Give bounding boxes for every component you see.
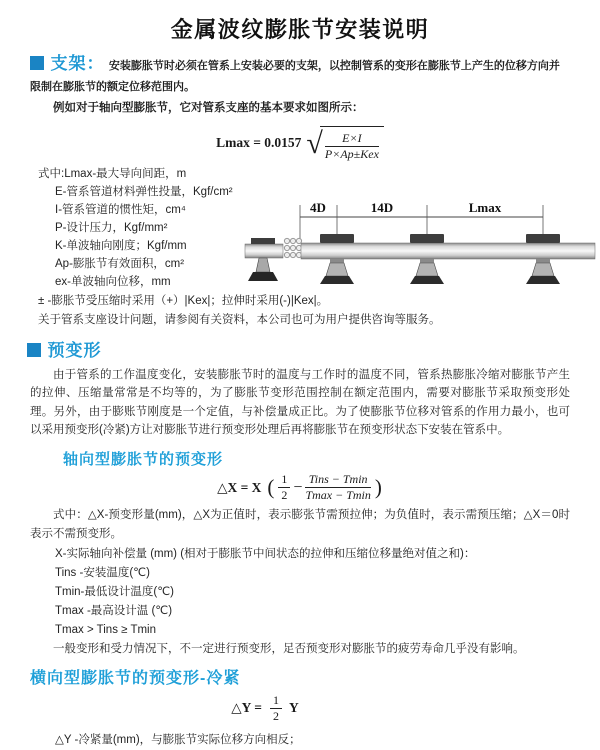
- note-consulting: 关于管系支座设计问题，请参阅有关资料，本公司也可为用户提供咨询等服务。: [38, 314, 441, 327]
- definition-item: 式中:Lmax-最大导向间距，m: [38, 167, 187, 180]
- close-paren: ): [374, 475, 382, 500]
- diagram-label-4d: 4D: [310, 199, 326, 215]
- formula-lmax-denominator: P×Ap±Kex: [324, 146, 379, 161]
- cold-tighten-note: △Y -冷紧量(mm)，与膨胀节实际位移方向相反；: [55, 734, 301, 747]
- half-numerator: 1: [270, 694, 282, 709]
- diagram-label-14d: 14D: [370, 199, 394, 215]
- definition-item: K-单波轴向刚度；Kgf/mm: [55, 239, 187, 252]
- axial-explain: 式中：△X-预变形量(mm)，△X为正值时，表示膨张节需预拉伸；为负值时，表示需预压缩；△X＝0时表示不需预变形。: [30, 509, 570, 540]
- formula-lmax-lhs: Lmax = 0.0157: [216, 135, 302, 151]
- page-title: 金属波纹膨胀节安装说明: [170, 17, 430, 42]
- axial-predeform-heading: 轴向型膨胀节的预变形: [63, 450, 224, 468]
- definitions-and-diagram: [38, 165, 600, 291]
- half-denominator: 2: [281, 488, 288, 503]
- formula-delta-y: [0, 694, 530, 723]
- note-kex-sign: ± -膨胀节受压缩时采用（+）|Kex|；拉伸时采用(-)|Kex|。: [38, 294, 329, 307]
- lateral-predeform-heading: 横向型膨胀节的预变形-冷紧: [30, 669, 241, 687]
- predeform-heading: 预变形: [47, 340, 102, 360]
- axial-parameter-item: X-实际轴向补偿量 (mm) (相对于膨胀节中间状态的拉伸和压缩位移量绝对值之和)：: [55, 548, 476, 561]
- diagram-label-lmax: Lmax: [468, 199, 502, 215]
- half-numerator: 1: [278, 473, 290, 488]
- definition-item: ex-单波轴向位移，mm: [55, 275, 171, 288]
- formula-delta-y-rhs: Y: [288, 700, 299, 716]
- axial-parameter-item: Tins -安装温度(℃): [55, 567, 150, 580]
- predeform-paragraph: 由于管系的工作温度变化，安装膨胀节时的温度与工作时的温度不同，管系热膨胀冷缩对膨胀节产生的拉伸、压缩量常常是不均等的，为了膨胀节变形范围控制在额定范围内，需要对膨胀节采取预变形处理。另外，由于膨账节刚度是一个定值，与补偿量成正比。为了使膨胀节位移对管系的作用力最小，也可以采用预变形(冷紧)方让对膨胀节进行预变形处理后再将膨胀节在预变形状态下安装在管系中。: [30, 368, 570, 437]
- support-intro-line1: 安装膨胀节时必须在管系上安装必要的支架，以控制管系的变形在膨胀节上产生的位移方向并: [108, 60, 560, 72]
- formula-lmax-numerator: E×I: [325, 132, 379, 147]
- support-intro-line2: 限制在膨胀节的额定位移范围内。: [30, 81, 195, 93]
- definition-item: P-设计压力，Kgf/mm²: [55, 221, 168, 234]
- bellows-icon: [284, 238, 301, 257]
- temp-denominator: Tmax − Tmin: [305, 488, 371, 503]
- formula-delta-x: [0, 473, 600, 502]
- axial-closing-note: 一般变形和受力情况下，不一定进行预变形，足否预变形对膨胀节的疲劳寿命几乎没有影响。: [53, 643, 525, 656]
- anchor-stand: [256, 258, 270, 272]
- predeform-heading-row: [27, 340, 600, 362]
- definition-item: E-管系管道材料弹性投量，Kgf/cm²: [55, 185, 233, 198]
- support-example-line: 例如对于轴向型膨胀节，它对管系支座的基本要求如图所示：: [53, 102, 364, 114]
- axial-parameter-item: Tmax > Tins ≥ Tmin: [55, 624, 156, 637]
- support-intro: [30, 54, 570, 97]
- open-paren: (: [267, 475, 275, 500]
- formula-delta-x-lhs: △X = X: [217, 479, 262, 495]
- anchor-base: [248, 272, 278, 281]
- blue-square-icon: [27, 343, 41, 357]
- temp-numerator: Tins − Tmin: [305, 473, 370, 488]
- definition-item: Ap-膨胀节有效面积，cm²: [55, 257, 185, 270]
- pipe-support-diagram: [243, 197, 598, 292]
- sqrt-symbol: √: [306, 126, 323, 160]
- blue-square-icon: [30, 56, 44, 70]
- axial-parameter-item: Tmax -最高设计温 (℃): [55, 605, 173, 618]
- formula-delta-y-lhs: △Y =: [231, 700, 262, 716]
- half-denominator: 2: [272, 708, 279, 723]
- pipe-stub: [245, 244, 283, 258]
- anchor-clamp: [251, 238, 275, 244]
- minus-sign: −: [293, 478, 303, 496]
- formula-lmax: [0, 126, 600, 161]
- axial-parameter-list: [55, 545, 600, 640]
- main-pipe: [301, 243, 595, 259]
- definition-item: I-管系管道的惯性矩，cm⁴: [55, 203, 186, 216]
- axial-parameter-item: Tmin-最低设计温度(℃): [55, 586, 174, 599]
- support-heading: 支架：: [50, 54, 105, 73]
